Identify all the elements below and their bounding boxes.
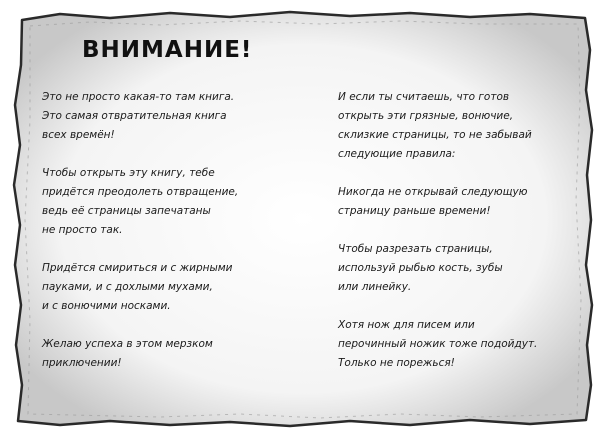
text-line: и с вонючими носками. xyxy=(42,300,171,312)
text-line: Чтобы разрезать страницы, xyxy=(338,243,493,255)
text-line: Чтобы открыть эту книгу, тебе xyxy=(42,167,215,179)
text-line: открыть эти грязные, вонючие, xyxy=(338,110,514,122)
text-line: не просто так. xyxy=(42,224,123,236)
text-line: приключении! xyxy=(42,357,122,369)
text-line: И если ты считаешь, что готов xyxy=(338,91,510,103)
text-line: Желаю успеха в этом мерзком xyxy=(42,338,213,350)
text-line: всех времён! xyxy=(42,129,115,141)
text-line: перочинный ножик тоже подойдут. xyxy=(338,338,538,350)
right-paragraph-2 xyxy=(338,183,537,221)
left-paragraph-2 xyxy=(42,164,238,240)
left-column xyxy=(42,88,238,373)
text-line: Хотя нож для писем или xyxy=(338,319,475,331)
left-paragraph-4 xyxy=(42,335,238,373)
text-line: страницу раньше времени! xyxy=(338,205,491,217)
text-line: Это не просто какая-то там книга. xyxy=(42,91,235,103)
right-paragraph-1 xyxy=(338,88,537,164)
left-paragraph-3 xyxy=(42,259,238,316)
left-paragraph-1 xyxy=(42,88,238,145)
text-line: или линейку. xyxy=(338,281,412,293)
text-line: склизкие страницы, то не забывай xyxy=(338,129,532,141)
text-line: Придётся смириться и с жирными xyxy=(42,262,233,274)
right-paragraph-4 xyxy=(338,316,537,373)
page-title: ВНИМАНИЕ! xyxy=(82,37,253,63)
right-column xyxy=(338,88,537,373)
text-line: Только не порежься! xyxy=(338,357,455,369)
text-line: следующие правила: xyxy=(338,148,456,160)
text-line: Никогда не открывай следующую xyxy=(338,186,528,198)
text-line: придётся преодолеть отвращение, xyxy=(42,186,239,198)
right-paragraph-3 xyxy=(338,240,537,297)
text-line: Это самая отвратительная книга xyxy=(42,110,227,122)
text-line: пауками, и с дохлыми мухами, xyxy=(42,281,213,293)
text-line: используй рыбью кость, зубы xyxy=(338,262,503,274)
text-line: ведь её страницы запечатаны xyxy=(42,205,211,217)
